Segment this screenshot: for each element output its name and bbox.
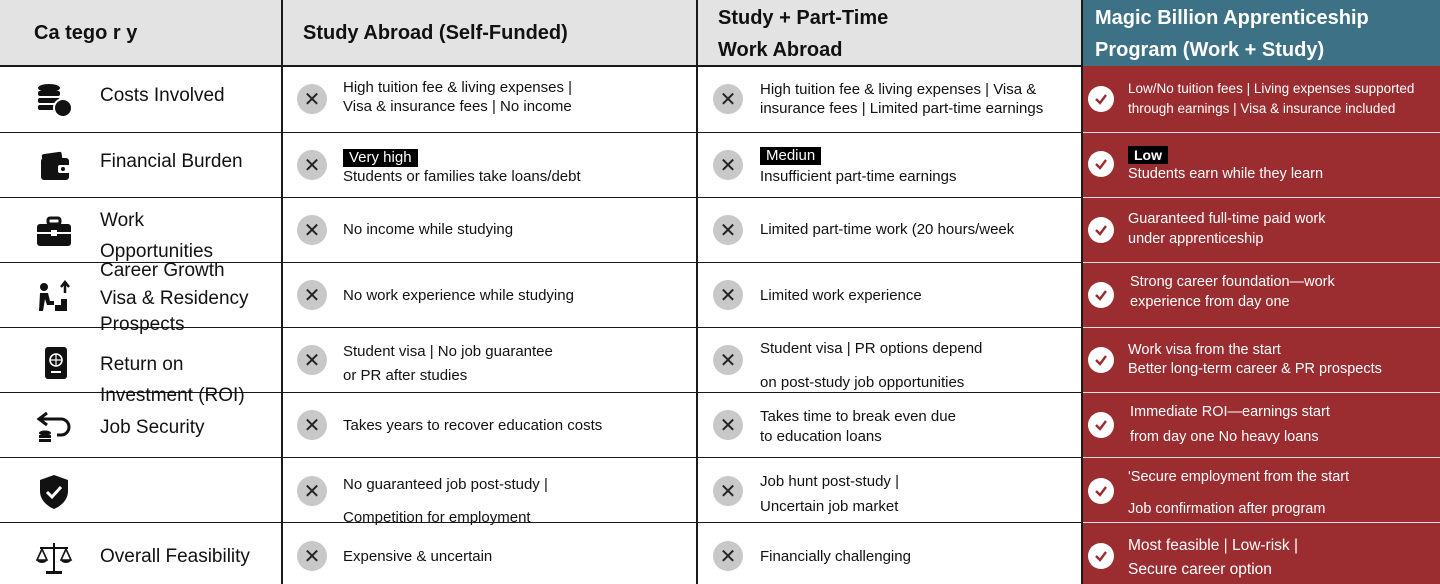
feasibility-part-time: Financially challenging bbox=[760, 548, 911, 565]
career-study-abroad: No work experience while studying bbox=[343, 287, 574, 304]
magic-row-divider bbox=[1083, 262, 1440, 263]
category-prospects: Prospects bbox=[100, 314, 185, 335]
x-mark-icon: ✕ bbox=[297, 84, 327, 114]
x-mark-icon: ✕ bbox=[297, 280, 327, 310]
visa-study-abroad-line2: or PR after studies bbox=[343, 367, 468, 384]
header-col2-cell bbox=[698, 0, 1083, 67]
category-financial-burden: Financial Burden bbox=[100, 151, 243, 172]
shield-check-icon bbox=[34, 472, 74, 512]
visa-part-time-line1: Student visa | PR options depend bbox=[760, 340, 983, 357]
header-study-work-line2: Work Abroad bbox=[718, 39, 843, 61]
job-magic-line1: 'Secure employment from the start bbox=[1128, 469, 1350, 485]
climbing-stairs-icon bbox=[34, 276, 74, 316]
x-mark-icon: ✕ bbox=[713, 215, 743, 245]
row-divider bbox=[0, 522, 1083, 523]
roi-magic-line2: from day one No heavy loans bbox=[1130, 429, 1319, 445]
check-mark-icon bbox=[1088, 282, 1114, 308]
x-mark-icon: ✕ bbox=[297, 150, 327, 180]
job-part-time-line2: Uncertain job market bbox=[760, 498, 899, 515]
balance-scale-icon bbox=[34, 538, 74, 578]
costs-magic-line2: through earnings | Visa & insurance included bbox=[1128, 101, 1396, 116]
category-feasibility: Overall Feasibility bbox=[100, 546, 250, 567]
x-mark-icon: ✕ bbox=[297, 541, 327, 571]
category-work-line1: Work bbox=[100, 210, 144, 231]
check-mark-icon bbox=[1088, 86, 1114, 112]
coins-icon bbox=[34, 80, 74, 120]
visa-study-abroad-line1: Student visa | No job guarantee bbox=[343, 343, 553, 360]
row-divider bbox=[0, 457, 1083, 458]
feasibility-study-abroad: Expensive & uncertain bbox=[343, 548, 493, 565]
header-category-cell bbox=[0, 0, 283, 67]
x-mark-icon: ✕ bbox=[713, 84, 743, 114]
magic-row-divider bbox=[1083, 392, 1440, 393]
wallet-icon bbox=[36, 146, 76, 186]
roi-study-abroad: Takes years to recover education costs bbox=[343, 417, 603, 434]
career-part-time: Limited work experience bbox=[760, 287, 922, 304]
magic-row-divider bbox=[1083, 522, 1440, 523]
grid-vline-2 bbox=[696, 0, 698, 584]
x-mark-icon: ✕ bbox=[713, 150, 743, 180]
category-work-line2: Opportunities bbox=[100, 241, 214, 262]
magic-row-divider bbox=[1083, 327, 1440, 328]
magic-row-divider bbox=[1083, 197, 1440, 198]
x-mark-icon: ✕ bbox=[713, 476, 743, 506]
check-mark-icon bbox=[1088, 478, 1114, 504]
x-mark-icon: ✕ bbox=[713, 541, 743, 571]
category-job-security: Job Security bbox=[100, 417, 205, 438]
header-col1-cell bbox=[283, 0, 698, 67]
x-mark-icon: ✕ bbox=[713, 410, 743, 440]
career-magic-line2: experience from day one bbox=[1130, 294, 1290, 310]
check-mark-icon bbox=[1088, 543, 1114, 569]
check-mark-icon bbox=[1088, 347, 1114, 373]
header-study-abroad: Study Abroad (Self-Funded) bbox=[303, 22, 568, 44]
category-visa-residency: Visa & Residency bbox=[100, 288, 249, 309]
category-roi-line1: Return on bbox=[100, 354, 184, 375]
passport-icon bbox=[36, 343, 76, 383]
row-divider bbox=[0, 132, 1083, 133]
work-magic-line2: under apprenticeship bbox=[1128, 231, 1264, 247]
visa-part-time-line2: on post-study job opportunities bbox=[760, 374, 965, 391]
check-mark-icon bbox=[1088, 412, 1114, 438]
return-money-icon bbox=[34, 407, 74, 447]
costs-part-time-line1: High tuition fee & living expenses | Visa & bbox=[760, 81, 1037, 98]
costs-part-time-line2: insurance fees | Limited part-time earnings bbox=[760, 100, 1044, 117]
burden-badge-very-high: Very high bbox=[343, 149, 418, 167]
x-mark-icon: ✕ bbox=[297, 410, 327, 440]
work-study-abroad: No income while studying bbox=[343, 221, 514, 238]
category-costs: Costs Involved bbox=[100, 85, 225, 106]
feasibility-magic-line2: Secure career option bbox=[1128, 561, 1272, 578]
costs-study-abroad-line1: High tuition fee & living expenses | bbox=[343, 79, 573, 96]
burden-badge-medium: Mediun bbox=[760, 147, 821, 165]
roi-part-time-line1: Takes time to break even due bbox=[760, 408, 956, 425]
x-mark-icon: ✕ bbox=[713, 345, 743, 375]
x-mark-icon: ✕ bbox=[297, 476, 327, 506]
roi-magic-line1: Immediate ROI—earnings start bbox=[1130, 404, 1330, 420]
burden-magic-text: Students earn while they learn bbox=[1128, 166, 1324, 182]
magic-row-divider bbox=[1083, 132, 1440, 133]
header-magic-cell bbox=[1083, 0, 1440, 66]
header-magic-line2: Program (Work + Study) bbox=[1095, 39, 1325, 61]
briefcase-icon bbox=[34, 212, 74, 252]
job-part-time-line1: Job hunt post-study | bbox=[760, 473, 899, 490]
check-mark-icon bbox=[1088, 217, 1114, 243]
x-mark-icon: ✕ bbox=[297, 345, 327, 375]
work-part-time: Limited part-time work (20 hours/week bbox=[760, 221, 1015, 238]
check-mark-icon bbox=[1088, 151, 1114, 177]
visa-magic-line1: Work visa from the start bbox=[1128, 342, 1281, 358]
job-magic-line2: Job confirmation after program bbox=[1128, 501, 1326, 517]
feasibility-magic-line1: Most feasible | Low-risk | bbox=[1128, 537, 1298, 554]
costs-study-abroad-line2: Visa & insurance fees | No income bbox=[343, 98, 572, 115]
roi-part-time-line2: to education loans bbox=[760, 428, 882, 445]
category-career-growth: Career Growth bbox=[100, 260, 225, 281]
burden-study-abroad-text: Students or families take loans/debt bbox=[343, 168, 581, 185]
job-study-abroad-line2: Competition for employment bbox=[343, 509, 531, 526]
burden-part-time-text: Insufficient part-time earnings bbox=[760, 168, 957, 185]
x-mark-icon: ✕ bbox=[713, 280, 743, 310]
job-study-abroad-line1: No guaranteed job post-study | bbox=[343, 476, 548, 493]
magic-row-divider bbox=[1083, 457, 1440, 458]
career-magic-line1: Strong career foundation—work bbox=[1130, 274, 1335, 290]
category-roi-line2: Investment (ROI) bbox=[100, 385, 245, 406]
header-study-work-line1: Study + Part-Time bbox=[718, 7, 889, 29]
x-mark-icon: ✕ bbox=[297, 215, 327, 245]
visa-magic-line2: Better long-term career & PR prospects bbox=[1128, 361, 1382, 377]
grid-vline-3 bbox=[1081, 0, 1083, 584]
header-magic-line1: Magic Billion Apprenticeship bbox=[1095, 7, 1369, 29]
header-category: Ca tego r y bbox=[34, 22, 138, 44]
burden-badge-low: Low bbox=[1128, 146, 1168, 164]
costs-magic-line1: Low/No tuition fees | Living expenses supported bbox=[1128, 81, 1415, 96]
row-divider bbox=[0, 197, 1083, 198]
work-magic-line1: Guaranteed full-time paid work bbox=[1128, 211, 1326, 227]
grid-vline-1 bbox=[281, 0, 283, 584]
